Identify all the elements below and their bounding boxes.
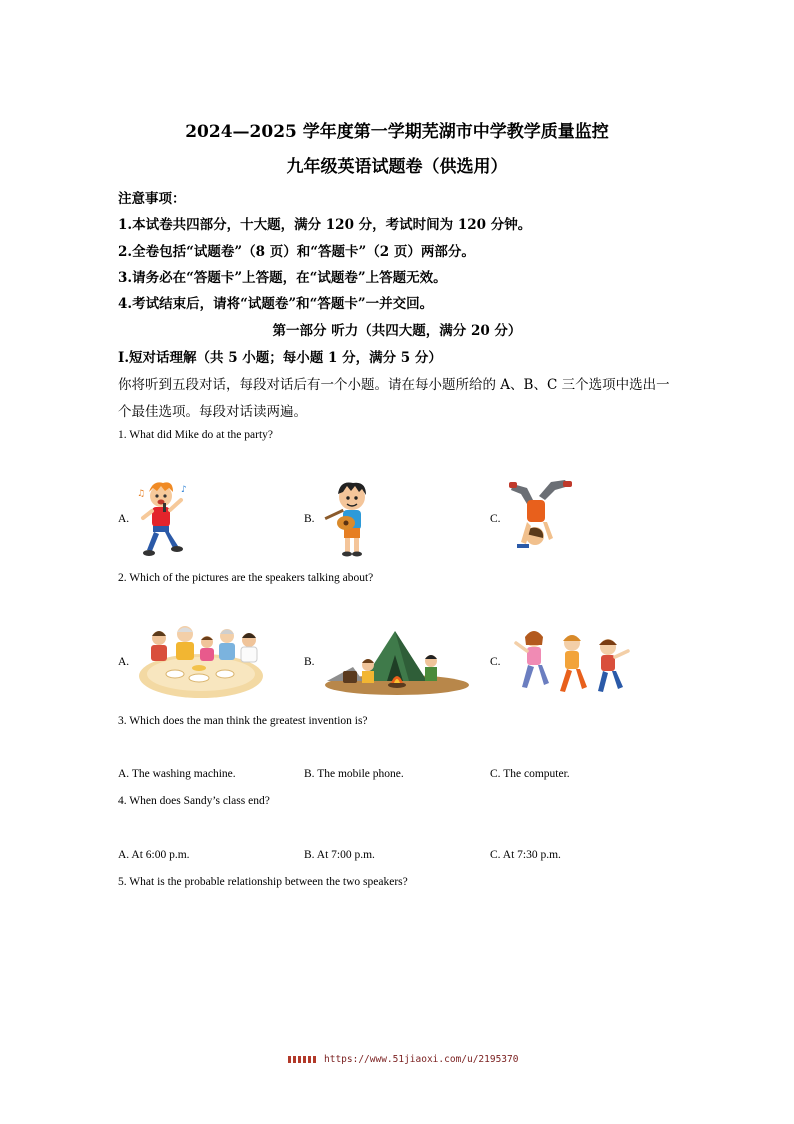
option-b: B. At 7:00 p.m. [304, 849, 375, 861]
question-5: 5. What is the probable relationship between the two speakers? [118, 876, 408, 888]
notice-item: 3.请务必在“答题卡”上答题，在“试题卷”上答题无效。 [118, 270, 447, 286]
option-c: C. The computer. [490, 768, 570, 780]
option-a: A. At 6:00 p.m. [118, 849, 190, 861]
page-title: 2024—2025 学年度第一学期芜湖市中学教学质量监控 [185, 122, 609, 142]
instructions-line: 你将听到五段对话，每段对话后有一个小题。请在每小题所给的 A、B、C 三个选项中选出一 [118, 377, 670, 393]
question-3: 3. Which does the man think the greatest invention is? [118, 715, 368, 727]
svg-text:♪: ♪ [181, 485, 187, 495]
option-c: C. At 7:30 p.m. [490, 849, 561, 861]
boy-singing-icon [135, 478, 190, 560]
option-label: C. [490, 513, 501, 525]
option-label: B. [304, 513, 315, 525]
option-b: B. The mobile phone. [304, 768, 404, 780]
notice-heading: 注意事项： [118, 191, 186, 207]
part-heading: 第一部分 听力（共四大题，满分 20 分） [272, 323, 522, 339]
children-running-icon [512, 625, 636, 699]
svg-text:♫: ♫ [137, 489, 146, 499]
notice-item: 4.考试结束后，请将“试题卷”和“答题卡”一并交回。 [118, 296, 434, 312]
site-logo-icon [288, 1056, 318, 1063]
breakdancer-icon [507, 478, 573, 558]
notice-item: 2.全卷包括“试题卷”（8 页）和“答题卡”（2 页）两部分。 [118, 244, 475, 260]
notice-item: 1.本试卷共四部分，十大题，满分 120 分，考试时间为 120 分钟。 [118, 217, 532, 233]
boy-playing-guitar-icon [322, 480, 377, 560]
question-2: 2. Which of the pictures are the speakers talking about? [118, 572, 374, 584]
footer-url[interactable]: https://www.51jiaoxi.com/u/2195370 [324, 1054, 519, 1065]
footer [288, 1054, 518, 1065]
option-label: A. [118, 513, 130, 525]
question-4: 4. When does Sandy’s class end? [118, 795, 270, 807]
option-label: B. [304, 656, 315, 668]
camping-tent-icon [323, 625, 471, 697]
section-heading: Ⅰ.短对话理解（共 5 小题；每小题 1 分，满分 5 分） [118, 350, 442, 366]
question-1: 1. What did Mike do at the party? [118, 429, 273, 441]
family-dinner-icon [137, 622, 267, 702]
page-subtitle: 九年级英语试题卷（供选用） [286, 157, 508, 177]
option-label: A. [118, 656, 130, 668]
option-label: C. [490, 656, 501, 668]
option-a: A. The washing machine. [118, 768, 236, 780]
instructions-line: 个最佳选项。每段对话读两遍。 [118, 404, 307, 420]
